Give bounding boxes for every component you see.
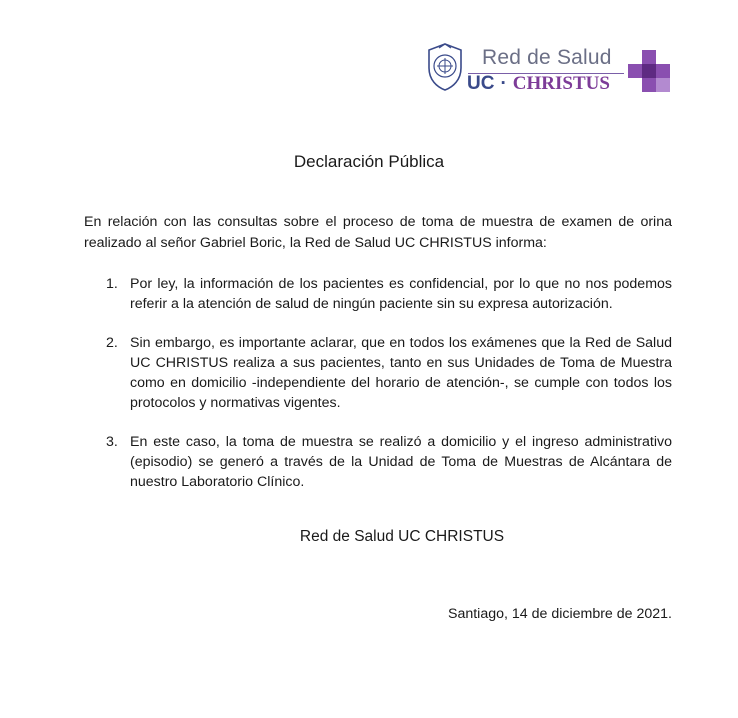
logo-christus: CHRISTUS [512,73,610,94]
list-item [84,274,672,314]
university-seal-icon [426,42,464,92]
logo-uc: UC [467,73,495,94]
statement-list [84,274,672,511]
logo-dot: · [500,73,507,94]
signature: Red de Salud UC CHRISTUS [299,528,505,545]
intro-paragraph: En relación con las consultas sobre el proceso de toma de muestra de examen de orina realizado al señor Gabriel Boric, la Red de Salud UC CHRISTUS informa: [84,214,672,251]
list-item-text: Sin embargo, es importante aclarar, que en todos los exámenes que la Red de Salud UC CHRISTUS realiza a sus pacientes, tanto en sus Unidades de Toma de Muestra como en domicilio -independiente del horario de atención-, se cumple con todos los protocolos y normativas vigentes. [130,335,672,411]
page-title: Declaración Pública [293,152,445,171]
list-item-text: En este caso, la toma de muestra se realizó a domicilio y el ingreso administrativo (episodio) se generó a través de la Unidad de Toma de Muestras de Alcántara de nuestro Laboratorio Clínico. [130,434,672,490]
list-item-number: 1. [106,276,118,292]
red-de-salud-logo [424,40,674,96]
date-line: Santiago, 14 de diciembre de 2021. [447,606,672,622]
list-item [84,432,672,492]
list-item-number: 2. [106,335,118,351]
logo-line2 [467,71,610,97]
list-item-number: 3. [106,434,118,450]
list-item-text: Por ley, la información de los pacientes es confidencial, por lo que no nos podemos referir a la atención de salud de ningún paciente sin su expresa autorización. [130,276,672,312]
logo-line1: Red de Salud [482,46,612,69]
list-item [84,333,672,413]
christus-cross-icon [626,50,672,92]
